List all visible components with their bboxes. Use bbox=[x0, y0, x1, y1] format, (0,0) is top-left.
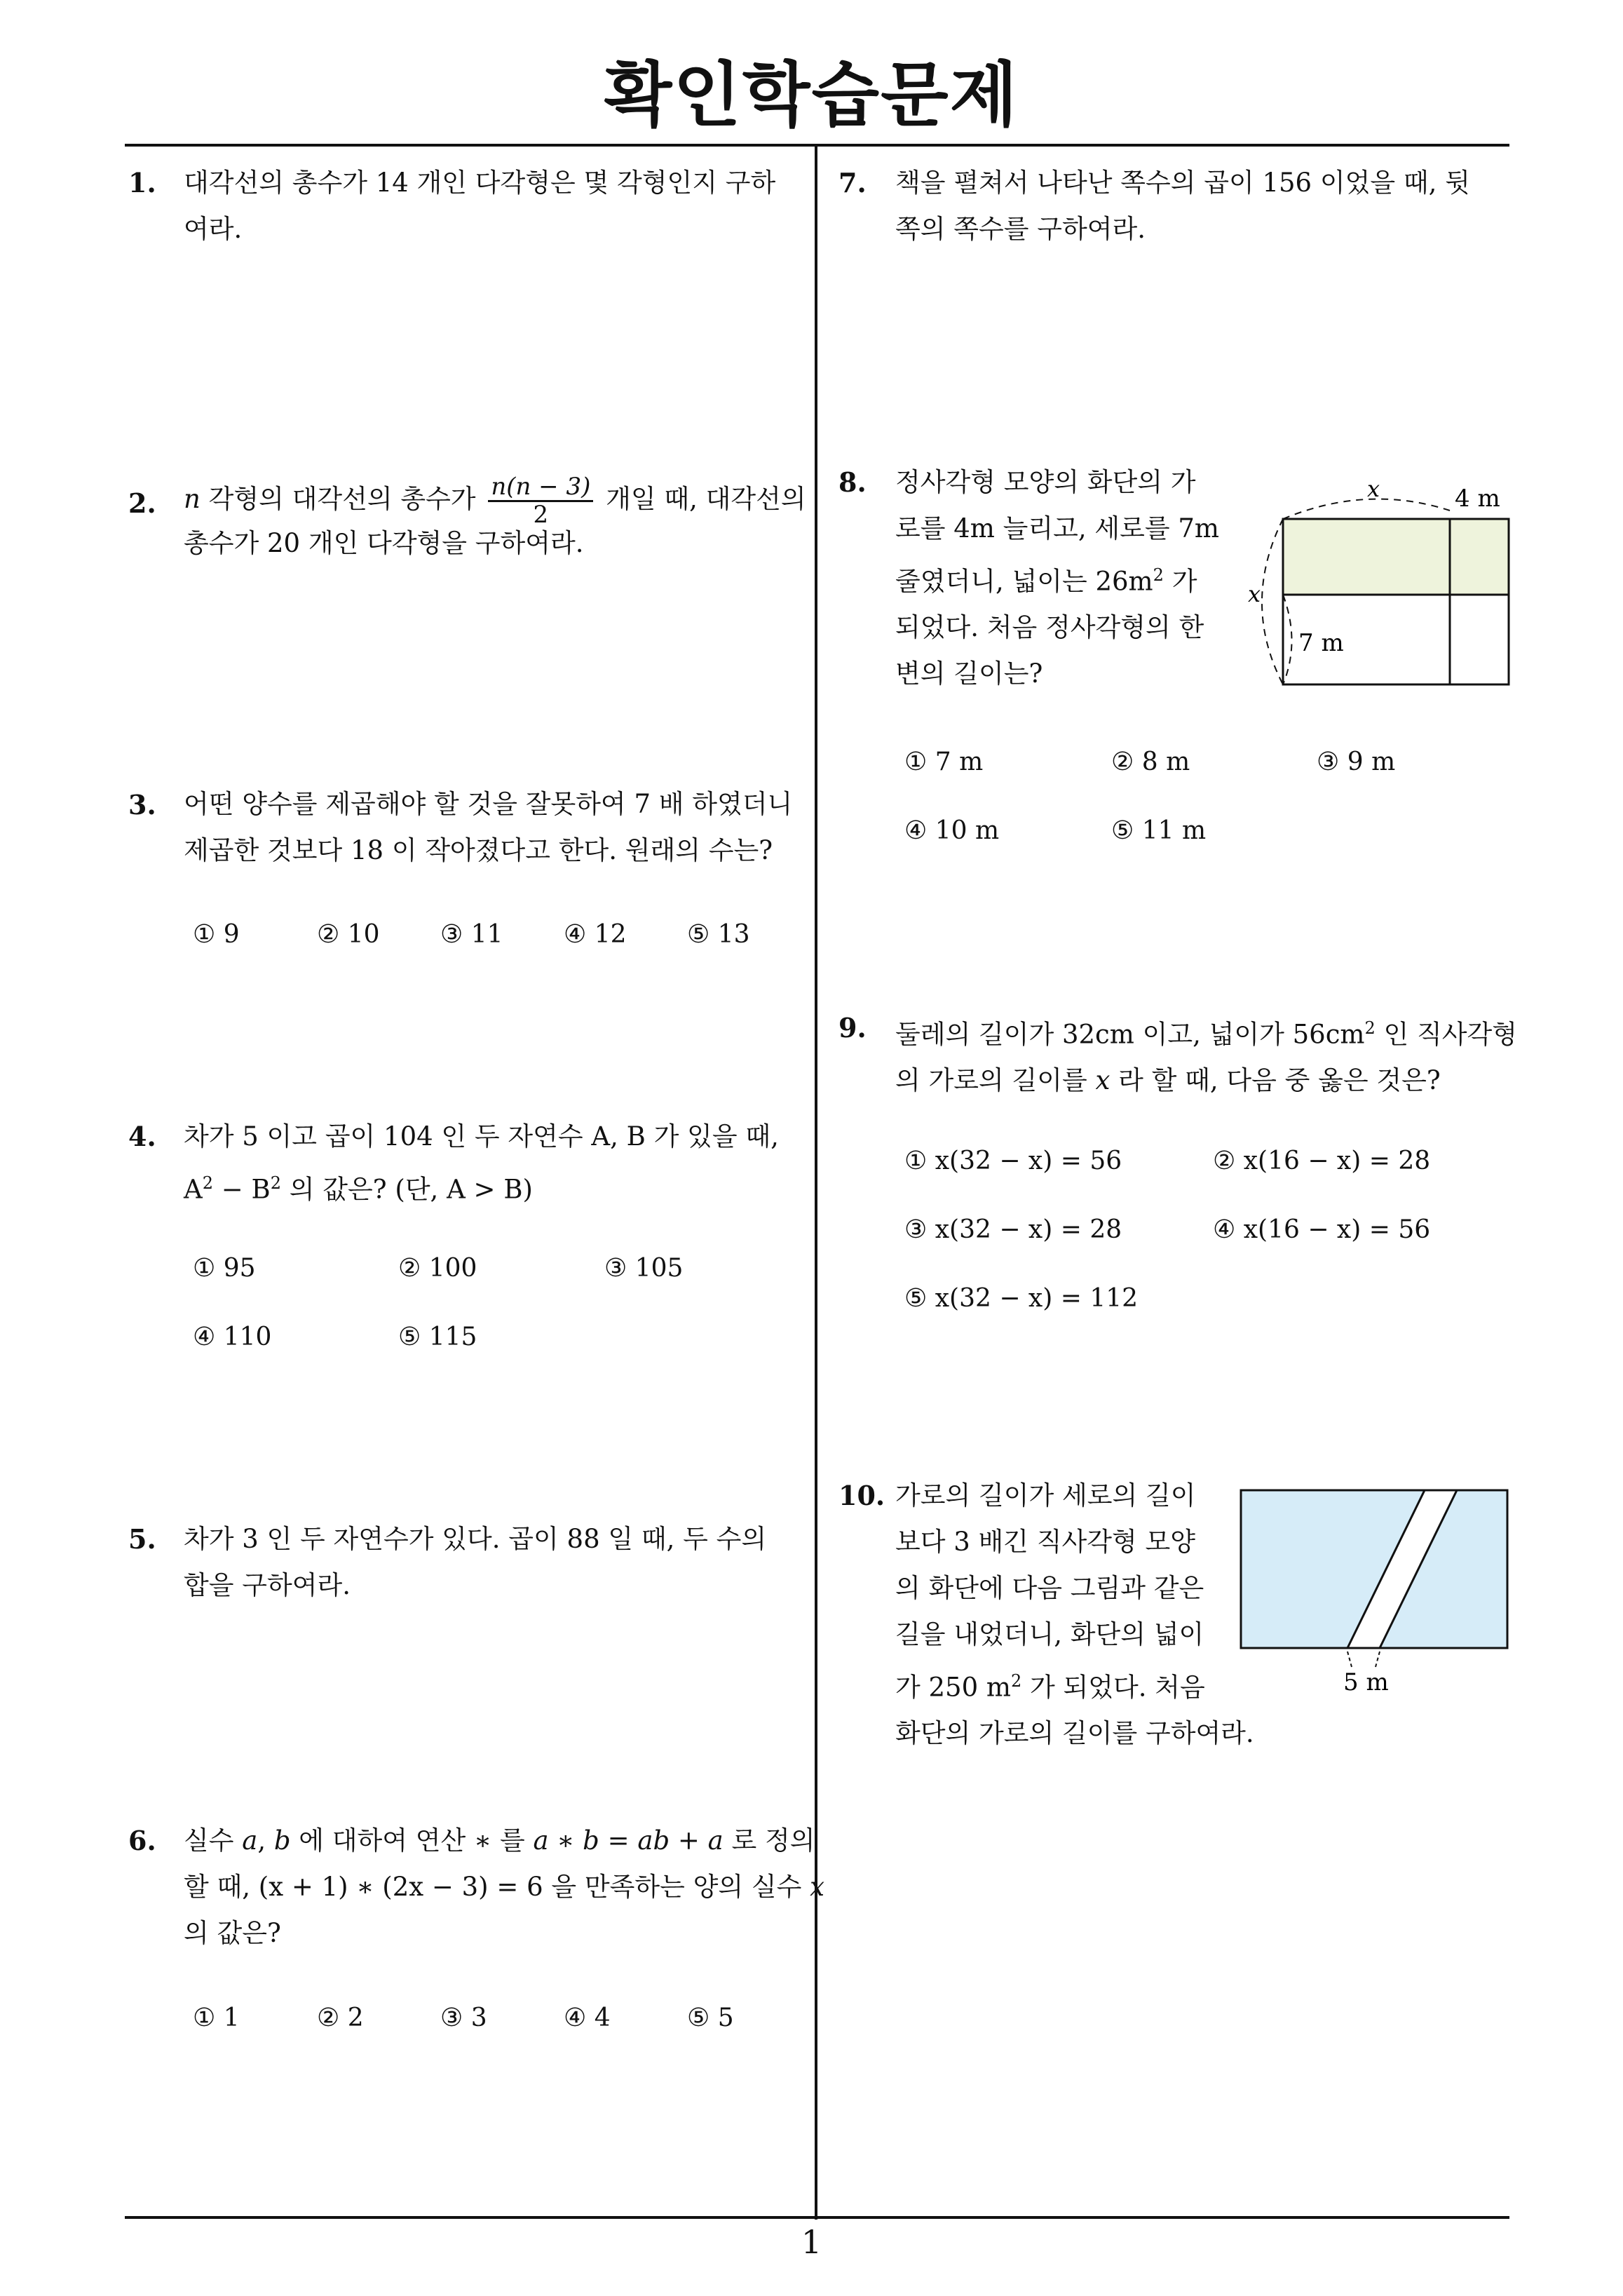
choice-3[interactable]: ③ 3 bbox=[440, 2004, 487, 2032]
text: 가 250 m bbox=[895, 1672, 1011, 1703]
inner-dashed-arc bbox=[1283, 595, 1292, 684]
question-9-line-1 bbox=[895, 1005, 1517, 1058]
question-10-text bbox=[895, 1473, 1254, 1757]
choice-1[interactable]: ① 1 bbox=[193, 2004, 240, 2032]
question-6-line-1 bbox=[184, 1818, 824, 1864]
equation: (x + 1) ∗ (2x − 3) = 6 bbox=[258, 1872, 543, 1902]
choice-4[interactable]: ④ 12 bbox=[564, 920, 627, 949]
choice-4[interactable]: ④ 10 m bbox=[904, 816, 1000, 845]
choice-1[interactable]: ① 9 bbox=[193, 920, 240, 949]
text: 을 만족하는 양의 실수 bbox=[543, 1872, 810, 1902]
choice-2[interactable]: ② x(16 − x) = 28 bbox=[1213, 1147, 1431, 1175]
question-7-number: 7. bbox=[838, 167, 867, 198]
label-4m: 4 m bbox=[1455, 485, 1500, 513]
question-5-text bbox=[184, 1516, 766, 1609]
question-6-number: 6. bbox=[128, 1825, 156, 1856]
choice-2[interactable]: ② 10 bbox=[317, 920, 380, 949]
question-4-line-2 bbox=[184, 1160, 779, 1213]
choice-5[interactable]: ⑤ 13 bbox=[687, 920, 750, 949]
question-3-line-2: 제곱한 것보다 18 이 작아졌다고 한다. 원래의 수는? bbox=[184, 835, 773, 865]
choice-5[interactable]: ⑤ 115 bbox=[398, 1323, 477, 1351]
fraction-denominator: 2 bbox=[533, 501, 549, 529]
question-8-line-2: 로를 4m 늘리고, 세로를 7m bbox=[895, 513, 1219, 543]
question-10-figure bbox=[1234, 1483, 1514, 1694]
choice-2[interactable]: ② 2 bbox=[317, 2004, 364, 2032]
choice-1[interactable]: ① 95 bbox=[193, 1254, 256, 1283]
question-6-line-2 bbox=[184, 1864, 824, 1910]
text: 가 bbox=[1163, 566, 1197, 597]
question-4-line-2-post: 의 값은? (단, A > B) bbox=[281, 1174, 533, 1205]
variable-b: b bbox=[273, 1825, 291, 1856]
page-number: 1 bbox=[801, 2223, 822, 2261]
choice-1[interactable]: ① x(32 − x) = 56 bbox=[904, 1147, 1122, 1175]
text: 의 가로의 길이를 bbox=[895, 1065, 1096, 1096]
exponent: 2 bbox=[1153, 565, 1164, 585]
fraction-numerator: n(n − 3) bbox=[488, 474, 593, 502]
choice-2[interactable]: ② 100 bbox=[398, 1254, 477, 1283]
question-10-number: 10. bbox=[838, 1480, 885, 1511]
question-5-number: 5. bbox=[128, 1523, 156, 1555]
variable-x: x bbox=[810, 1872, 825, 1902]
question-7-line-2: 쪽의 쪽수를 구하여라. bbox=[895, 214, 1146, 244]
question-3-number: 3. bbox=[128, 789, 156, 821]
question-1-line-2: 여라. bbox=[184, 214, 243, 244]
question-4-number: 4. bbox=[128, 1121, 156, 1152]
question-1-line-1: 대각선의 총수가 14 개인 다각형은 몇 각형인지 구하 bbox=[184, 168, 776, 198]
label-x-top: x bbox=[1367, 475, 1380, 502]
question-2-text bbox=[184, 466, 806, 567]
label-x-side: x bbox=[1248, 581, 1261, 607]
text: 둘레의 길이가 32cm 이고, 넓이가 56cm bbox=[895, 1019, 1365, 1050]
text: 줄였더니, 넓이는 26m bbox=[895, 566, 1153, 597]
question-10-line-4: 길을 내었더니, 화단의 넓이 bbox=[895, 1619, 1204, 1649]
choice-1[interactable]: ① 7 m bbox=[904, 748, 984, 776]
question-3-text bbox=[184, 781, 792, 874]
footer-rule bbox=[125, 2216, 1509, 2219]
text: 에 대하여 연산 ∗ 를 bbox=[290, 1825, 534, 1856]
page-title: 확인학습문제 bbox=[604, 54, 1019, 136]
question-8-number: 8. bbox=[838, 466, 867, 498]
text: 로 정의 bbox=[723, 1825, 815, 1856]
choice-5[interactable]: ⑤ 5 bbox=[687, 2004, 734, 2032]
variable-a: a bbox=[242, 1825, 258, 1856]
text: 실수 bbox=[184, 1825, 243, 1856]
question-2-pre: 각형의 대각선의 총수가 bbox=[200, 484, 476, 514]
text: 인 직사각형 bbox=[1375, 1019, 1518, 1050]
text: 할 때, bbox=[184, 1872, 259, 1902]
question-2-number: 2. bbox=[128, 487, 156, 519]
side-dashed-arc bbox=[1262, 519, 1283, 684]
question-10-line-2: 보다 3 배긴 직사각형 모양 bbox=[895, 1527, 1196, 1557]
text: 가 되었다. 처음 bbox=[1021, 1672, 1205, 1703]
tick-left bbox=[1347, 1652, 1352, 1667]
question-8-text bbox=[895, 459, 1219, 697]
question-2-line-2: 총수가 20 개인 다각형을 구하여라. bbox=[184, 528, 584, 558]
text: , bbox=[257, 1825, 274, 1856]
choice-5[interactable]: ⑤ 11 m bbox=[1111, 816, 1207, 845]
exponent: 2 bbox=[270, 1173, 282, 1193]
operation-definition: a ∗ b = ab + a bbox=[533, 1825, 724, 1856]
top-dashed-arc bbox=[1283, 499, 1450, 519]
question-1-number: 1. bbox=[128, 167, 156, 198]
exponent: 2 bbox=[202, 1173, 214, 1193]
label-5m: 5 m bbox=[1343, 1668, 1389, 1694]
choice-3[interactable]: ③ 9 m bbox=[1317, 748, 1396, 776]
question-8-line-1: 정사각형 모양의 화단의 가 bbox=[895, 467, 1196, 497]
question-3-line-1: 어떤 양수를 제곱해야 할 것을 잘못하여 7 배 하였더니 bbox=[184, 789, 793, 819]
question-6-line-3: 의 값은? bbox=[184, 1918, 281, 1948]
choice-4[interactable]: ④ 110 bbox=[193, 1323, 272, 1351]
exponent: 2 bbox=[1010, 1671, 1022, 1691]
question-7-line-1: 책을 펼쳐서 나타난 쪽수의 곱이 156 이었을 때, 뒷 bbox=[895, 168, 1470, 198]
choice-3[interactable]: ③ 105 bbox=[604, 1254, 684, 1283]
choice-4[interactable]: ④ 4 bbox=[564, 2004, 611, 2032]
choice-2[interactable]: ② 8 m bbox=[1111, 748, 1190, 776]
exponent: 2 bbox=[1364, 1018, 1376, 1038]
tick-right bbox=[1376, 1652, 1380, 1667]
question-5-line-2: 합을 구하여라. bbox=[184, 1570, 351, 1600]
choice-4[interactable]: ④ x(16 − x) = 56 bbox=[1213, 1215, 1431, 1244]
question-2-post: 개일 때, 대각선의 bbox=[597, 484, 806, 514]
question-10-line-1: 가로의 길이가 세로의 길이 bbox=[895, 1480, 1196, 1511]
choice-5[interactable]: ⑤ x(32 − x) = 112 bbox=[904, 1284, 1139, 1313]
choice-3[interactable]: ③ 11 bbox=[440, 920, 503, 949]
question-7-text bbox=[895, 160, 1470, 252]
question-10-line-3: 의 화단에 다음 그림과 같은 bbox=[895, 1573, 1204, 1603]
minus: − bbox=[213, 1174, 252, 1205]
question-9-number: 9. bbox=[838, 1012, 867, 1044]
question-4-line-1: 차가 5 이고 곱이 104 인 두 자연수 A, B 가 있을 때, bbox=[184, 1121, 779, 1152]
shaded-region bbox=[1283, 519, 1509, 595]
variable-n: n bbox=[184, 484, 201, 514]
question-8-line-3 bbox=[895, 552, 1219, 605]
choice-3[interactable]: ③ x(32 − x) = 28 bbox=[904, 1215, 1122, 1244]
question-9-text bbox=[895, 1005, 1517, 1104]
question-9-line-2 bbox=[895, 1058, 1517, 1104]
question-5-line-1: 차가 3 인 두 자연수가 있다. 곱이 88 일 때, 두 수의 bbox=[184, 1524, 767, 1554]
question-10-line-6: 화단의 가로의 길이를 구하여라. bbox=[895, 1718, 1254, 1749]
question-6-text bbox=[184, 1818, 824, 1957]
var-a: A bbox=[184, 1174, 203, 1205]
question-8-line-5: 변의 길이는? bbox=[895, 659, 1043, 689]
question-10-line-5 bbox=[895, 1658, 1254, 1710]
question-4-text bbox=[184, 1114, 779, 1213]
question-8-figure bbox=[1241, 470, 1521, 701]
question-8-line-4: 되었다. 처음 정사각형의 한 bbox=[895, 612, 1204, 643]
label-7m: 7 m bbox=[1298, 629, 1344, 657]
variable-x: x bbox=[1095, 1065, 1111, 1096]
text: 라 할 때, 다음 중 옳은 것은? bbox=[1110, 1065, 1441, 1096]
question-1-text bbox=[184, 160, 775, 252]
var-b: B bbox=[251, 1174, 271, 1205]
